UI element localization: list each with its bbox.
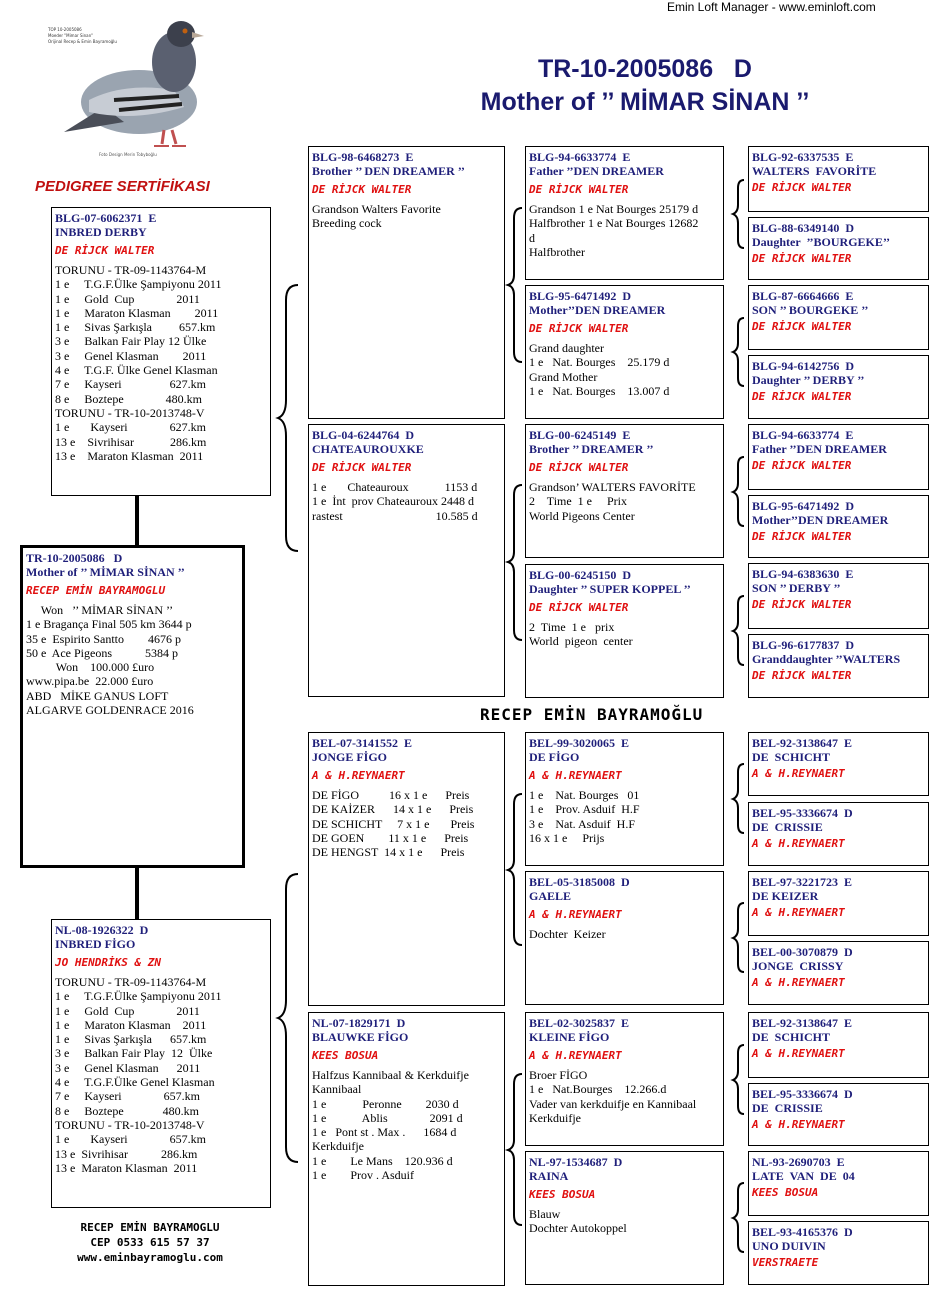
card-ring: BEL-02-3025837 E	[529, 1016, 630, 1030]
footer-web: www.eminbayramoglu.com	[77, 1251, 223, 1264]
card-ring: BEL-97-3221723 E	[752, 875, 853, 889]
card-name: Daughter ’’ DERBY ’’	[752, 373, 865, 387]
card-breeder: DE RİJCK WALTER	[752, 252, 852, 265]
card-notes: Grandson Walters Favorite Breeding cock	[312, 202, 441, 231]
photo-caption-3: Orijinal Recep & Emin Bayramoğlu	[48, 39, 117, 44]
card-breeder: DE RİJCK WALTER	[529, 322, 629, 335]
card-name: CHATEAUROUXKE	[312, 442, 424, 456]
card-breeder: A & H.REYNAERT	[752, 906, 845, 919]
footer-name: RECEP EMİN BAYRAMOGLU	[80, 1221, 220, 1234]
card-name: SON ’’ BOURGEKE ’’	[752, 303, 869, 317]
main-notes: Won ’’ MİMAR SİNAN ’’ 1 e Bragança Final 505 km 3644 p 35 e Espirito Santto 4676 p 50 e Ace Pigeons 5384 p Won 100.000 £uro www.pipa.be 22.000 £uro ABD MİKE GANUS LOFT ALGARVE GOLDENRACE 2016	[26, 603, 194, 718]
dam-notes: TORUNU - TR-09-1143764-M 1 e T.G.F.Ülke Şampiyonu 2011 1 e Gold Cup 2011 1 e Maraton Klasman 2011 1 e Sivas Şarkışla 657.km 3 e Balkan Fair Play 12 Ülke 3 e Genel Klasman 2011 4 e T.G.F.Ülke Genel Klasman 7 e Kayseri 657.km 8 e Boztepe 480.km TORUNU - TR-10-2013748-V 1 e Kayseri 657.km 13 e Sivrihisar 286.km 13 e Maraton Klasman 2011	[55, 975, 222, 1175]
card-name: BLAUWKE FİGO	[312, 1030, 409, 1044]
owner-label: RECEP EMİN BAYRAMOĞLU	[480, 705, 704, 724]
card-breeder: DE RİJCK WALTER	[752, 320, 852, 333]
card-ring: NL-07-1829171 D	[312, 1016, 406, 1030]
card-breeder: A & H.REYNAERT	[752, 837, 845, 850]
card-ring: BEL-05-3185008 D	[529, 875, 630, 889]
card-ring: NL-93-2690703 E	[752, 1155, 845, 1169]
card-ring: BLG-94-6633774 E	[752, 428, 854, 442]
card-name: DE CRISSIE	[752, 820, 823, 834]
card-breeder: A & H.REYNAERT	[529, 908, 622, 921]
card-breeder: DE RİJCK WALTER	[752, 598, 852, 611]
card-ring: BLG-94-6383630 E	[752, 567, 854, 581]
card-name: SON ’’ DERBY ’’	[752, 581, 841, 595]
card-notes: Grand daughter 1 e Nat. Bourges 25.179 d Grand Mother 1 e Nat. Bourges 13.007 d	[529, 341, 670, 398]
dam-breeder: JO HENDRİKS & ZN	[55, 956, 161, 969]
photo-caption-1: TOP 10-2005086	[48, 27, 82, 32]
sire-notes: TORUNU - TR-09-1143764-M 1 e T.G.F.Ülke Şampiyonu 2011 1 e Gold Cup 2011 1 e Maraton Klasman 2011 1 e Sivas Şarkışla 657.km 3 e Balkan Fair Play 12 Ülke 3 e Genel Klasman 2011 4 e T.G.F. Ülke Genel Klasman 7 e Kayseri 627.km 8 e Boztepe 480.km TORUNU - TR-10-2013748-V 1 e Kayseri 627.km 13 e Sivrihisar 286.km 13 e Maraton Klasman 2011	[55, 263, 222, 463]
sire-name: INBRED DERBY	[55, 225, 147, 239]
card-name: Mother’’DEN DREAMER	[752, 513, 889, 527]
card-ring: BLG-87-6664666 E	[752, 289, 854, 303]
card-name: JONGE CRISSY	[752, 959, 844, 973]
card-name: DE SCHICHT	[752, 750, 831, 764]
card-ring: BLG-00-6245149 E	[529, 428, 631, 442]
card-ring: BEL-92-3138647 E	[752, 1016, 853, 1030]
footer-phone: CEP 0533 615 57 37	[90, 1236, 210, 1249]
card-breeder: DE RİJCK WALTER	[752, 459, 852, 472]
card-name: DE KEIZER	[752, 889, 819, 903]
main-name: Mother of ’’ MİMAR SİNAN ’’	[26, 565, 185, 579]
card-ring: BLG-92-6337535 E	[752, 150, 854, 164]
card-ring: BLG-95-6471492 D	[529, 289, 631, 303]
card-notes: Blauw Dochter Autokoppel	[529, 1207, 627, 1236]
dam-name: INBRED FİGO	[55, 937, 136, 951]
card-notes: Grandson’ WALTERS FAVORİTE 2 Time 1 e Prix World Pigeons Center	[529, 480, 696, 523]
dam-ring: NL-08-1926322 D	[55, 923, 149, 937]
card-ring: BLG-94-6142756 D	[752, 359, 854, 373]
card-ring: BLG-88-6349140 D	[752, 221, 854, 235]
card-ring: BLG-94-6633774 E	[529, 150, 631, 164]
card-ring: BLG-95-6471492 D	[752, 499, 854, 513]
card-breeder: A & H.REYNAERT	[752, 767, 845, 780]
card-name: Father ’’DEN DREAMER	[752, 442, 887, 456]
card-breeder: VERSTRAETE	[752, 1256, 819, 1269]
card-ring: BEL-00-3070879 D	[752, 945, 853, 959]
card-ring: BEL-99-3020065 E	[529, 736, 630, 750]
card-breeder: KEES BOSUA	[529, 1188, 596, 1201]
page-title: TR-10-2005086 D	[537, 55, 752, 83]
card-name: UNO DUIVIN	[752, 1239, 826, 1253]
card-notes: 2 Time 1 e prix World pigeon center	[529, 620, 633, 649]
card-ring: BLG-00-6245150 D	[529, 568, 631, 582]
card-ring: BLG-98-6468273 E	[312, 150, 414, 164]
card-ring: BEL-95-3336674 D	[752, 1087, 853, 1101]
card-ring: BEL-92-3138647 E	[752, 736, 853, 750]
card-notes: 1 e Nat. Bourges 01 1 e Prov. Asduif H.F 3 e Nat. Asduif H.F 16 x 1 e Prijs	[529, 788, 640, 845]
card-name: DE FİGO	[529, 750, 580, 764]
card-name: Father ’’DEN DREAMER	[529, 164, 664, 178]
card-name: Mother’’DEN DREAMER	[529, 303, 666, 317]
photo-credit: Foto Design Merin Tobyboğlu	[99, 152, 157, 157]
site-header: Emin Loft Manager - www.eminloft.com	[667, 0, 876, 14]
card-name: Granddaughter ’’WALTERS	[752, 652, 901, 666]
card-breeder: KEES BOSUA	[752, 1186, 819, 1199]
card-breeder: DE RİJCK WALTER	[752, 669, 852, 682]
card-breeder: DE RİJCK WALTER	[752, 390, 852, 403]
card-breeder: A & H.REYNAERT	[752, 1047, 845, 1060]
card-name: GAELE	[529, 889, 572, 903]
card-name: Brother ’’ DREAMER ’’	[529, 442, 654, 456]
card-breeder: DE RİJCK WALTER	[529, 461, 629, 474]
main-ring: TR-10-2005086 D	[26, 551, 123, 565]
card-ring: NL-97-1534687 D	[529, 1155, 623, 1169]
card-ring: BEL-07-3141552 E	[312, 736, 413, 750]
sire-breeder: DE RİJCK WALTER	[55, 244, 155, 257]
card-notes: DE FİGO 16 x 1 e Preis DE KAİZER 14 x 1 e Preis DE SCHICHT 7 x 1 e Preis DE GOEN 11 x 1 e Preis DE HENGST 14 x 1 e Preis	[312, 788, 475, 860]
card-breeder: DE RİJCK WALTER	[312, 183, 412, 196]
card-breeder: DE RİJCK WALTER	[752, 530, 852, 543]
card-name: JONGE FİGO	[312, 750, 388, 764]
card-breeder: DE RİJCK WALTER	[529, 601, 629, 614]
card-ring: BEL-95-3336674 D	[752, 806, 853, 820]
card-notes: Grandson 1 e Nat Bourges 25179 d Halfbrother 1 e Nat Bourges 12682 d Halfbrother	[529, 202, 699, 259]
card-breeder: DE RİJCK WALTER	[312, 461, 412, 474]
card-name: Daughter ’’ SUPER KOPPEL ’’	[529, 582, 691, 596]
photo-caption-2: Moeder "Mimar Sinan"	[48, 33, 93, 38]
card-breeder: DE RİJCK WALTER	[752, 181, 852, 194]
card-notes: Broer FİGO 1 e Nat.Bourges 12.266.d Vader van kerkduifje en Kannibaal Kerkduifje	[529, 1068, 697, 1125]
card-name: KLEINE FİGO	[529, 1030, 610, 1044]
card-name: DE SCHICHT	[752, 1030, 831, 1044]
card-name: Daughter ’’BOURGEKE’’	[752, 235, 890, 249]
card-notes: Dochter Keizer	[529, 927, 606, 941]
sire-ring: BLG-07-6062371 E	[55, 211, 157, 225]
card-breeder: A & H.REYNAERT	[312, 769, 405, 782]
card-ring: BEL-93-4165376 D	[752, 1225, 853, 1239]
card-breeder: A & H.REYNAERT	[529, 769, 622, 782]
card-name: RAINA	[529, 1169, 569, 1183]
card-breeder: A & H.REYNAERT	[752, 1118, 845, 1131]
page-subtitle: Mother of ’’ MİMAR SİNAN ’’	[480, 88, 810, 116]
card-notes: 1 e Chateauroux 1153 d 1 e İnt prov Chateauroux 2448 d rastest 10.585 d	[312, 480, 478, 523]
card-breeder: KEES BOSUA	[312, 1049, 379, 1062]
card-notes: Halfzus Kannibaal & Kerkduifje Kannibaal 1 e Peronne 2030 d 1 e Ablis 2091 d 1 e Pont st . Max . 1684 d Kerkduifje 1 e Le Mans 120.936 d 1 e Prov . Asduif	[312, 1068, 469, 1183]
card-breeder: DE RİJCK WALTER	[529, 183, 629, 196]
card-name: WALTERS FAVORİTE	[752, 164, 877, 178]
card-name: LATE VAN DE 04	[752, 1169, 855, 1183]
card-breeder: A & H.REYNAERT	[529, 1049, 622, 1062]
certificate-label: PEDIGREE SERTİFİKASI	[35, 178, 210, 195]
card-ring: BLG-04-6244764 D	[312, 428, 414, 442]
card-name: DE CRISSIE	[752, 1101, 823, 1115]
card-ring: BLG-96-6177837 D	[752, 638, 854, 652]
card-breeder: A & H.REYNAERT	[752, 976, 845, 989]
card-name: Brother ’’ DEN DREAMER ’’	[312, 164, 465, 178]
main-breeder: RECEP EMİN BAYRAMOGLU	[26, 584, 166, 597]
